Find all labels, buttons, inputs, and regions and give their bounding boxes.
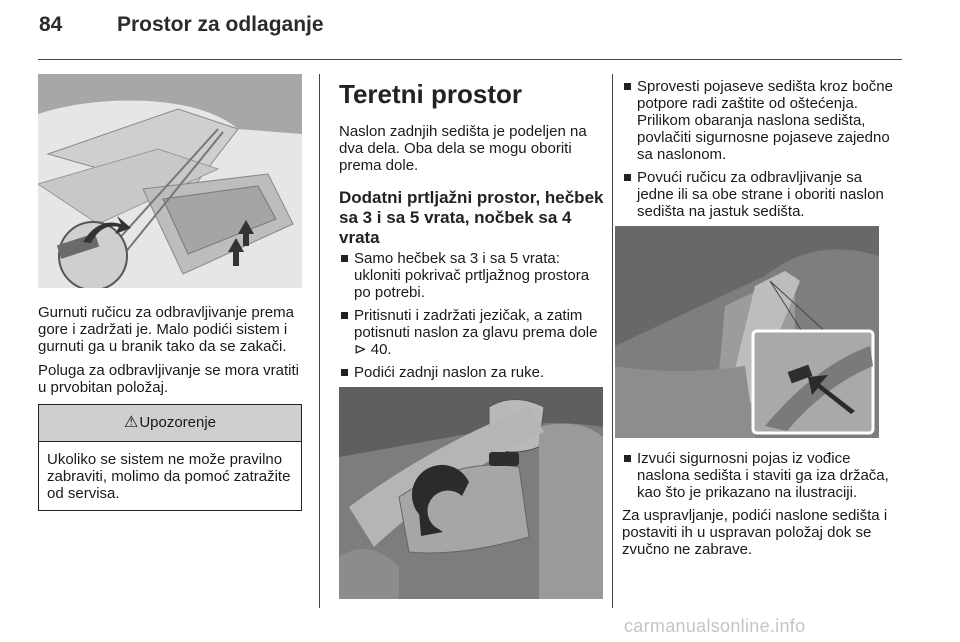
bullet-list-top — [622, 78, 902, 220]
list-item: Povući ručicu za odbravljivanje sa jedne ili sa obe strane i oboriti naslon sedišta na jastuk sedišta. — [622, 169, 902, 220]
warning-title: Upozorenje — [139, 414, 217, 431]
bullet-list — [339, 250, 605, 381]
page-title: Prostor za odlaganje — [117, 13, 324, 36]
subsection-heading: Dodatni prtljažni prostor, hečbek sa 3 i sa 5 vrata, nočbek sa 4 vrata — [339, 188, 604, 247]
paragraph-lever-return: Poluga za odbravljivanje se mora vratiti u prvobitan položaj. — [38, 362, 299, 396]
paragraph-raise-seats: Za uspravljanje, podići naslone sedišta i postaviti ih u uspravan položaj dok se zvučno ne zabrave. — [622, 507, 888, 558]
column-divider-left — [319, 74, 320, 608]
column-right — [622, 78, 902, 565]
column-middle — [339, 74, 605, 599]
list-item: Sprovesti pojaseve sedišta kroz bočne potpore radi zaštite od oštećenja. Prilikom obaranja naslona sedišta, povlačiti sigurnosne pojaseve zajedno sa naslonom. — [622, 78, 902, 163]
page-number: 84 — [39, 13, 63, 36]
header-rule — [38, 59, 902, 60]
warning-text: Ukoliko se sistem ne može pravilno zabraviti, molimo da pomoć zatražite od servisa. — [47, 451, 291, 502]
bullet-list-bottom — [622, 450, 902, 501]
watermark: carmanualsonline.info — [624, 616, 806, 636]
column-divider-right — [612, 74, 613, 608]
section-heading: Teretni prostor — [339, 79, 522, 109]
list-item: Podići zadnji naslon za ruke. — [339, 364, 605, 381]
list-item: Samo hečbek sa 3 i sa 5 vrata: ukloniti pokrivač prtljažnog prostora po potrebi. — [339, 250, 605, 301]
trunk-cargo-system-illustration — [38, 74, 302, 288]
paragraph-release-handle: Gurnuti ručicu za odbravljivanje prema gore i zadržati je. Malo podići sistem i gurnuti ga u branik tako da se zakači. — [38, 304, 294, 355]
seat-belt-guide-illustration — [615, 226, 879, 438]
warning-triangle-icon: ⚠ — [123, 414, 139, 431]
column-left — [38, 74, 304, 511]
list-item: Pritisnuti i zadržati jezičak, a zatim potisnuti naslon za glavu prema dole ⊳ 40. — [339, 307, 605, 358]
list-item: Izvući sigurnosni pojas iz vođice naslona sedišta i staviti ga iza držača, kao što je prikazano na ilustraciji. — [622, 450, 902, 501]
warning-header — [39, 405, 301, 442]
paragraph-intro: Naslon zadnjih sedišta je podeljen na dva dela. Oba dela se mogu oboriti prema dole. — [339, 123, 587, 174]
warning-box — [38, 404, 302, 511]
armrest-headrest-illustration — [339, 387, 603, 599]
